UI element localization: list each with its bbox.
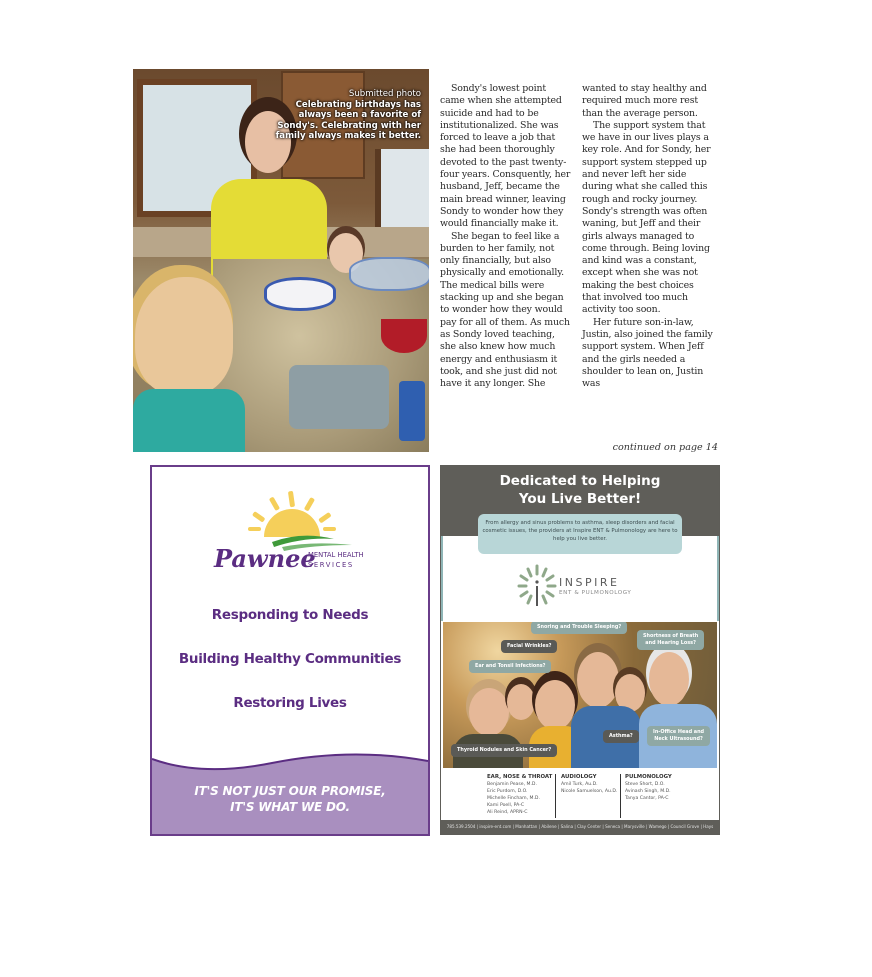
providers-heading: AUDIOLOGY: [561, 774, 597, 780]
article-column-1: [440, 83, 572, 390]
article-column-2: [582, 83, 714, 390]
provider-name: Amil Turk, Au.D.: [561, 782, 598, 787]
inspire-brand-name: INSPIRE: [559, 576, 620, 589]
teal-border-right: [717, 536, 719, 621]
provider-name: Benjamin Pease, M.D.: [487, 782, 537, 787]
paragraph: Sondy's lowest point came when she attempted suicide and had to be institutionalized. She was forced to leave a job that she had been thoroughly devoted to the past twenty-four years. Consquently, her husband, Jeff, became the main bread winner, leaving Sondy to wonder how they would financially make it.: [440, 83, 571, 230]
headline-line-2: You Live Better!: [518, 491, 642, 507]
promise-text: [152, 783, 428, 815]
bubble-thyroid: Thyroid Nodules and Skin Cancer?: [451, 744, 557, 757]
bubble-line: Shortness of Breath: [643, 633, 699, 639]
provider-name: Tanya Cantor, PA-C: [625, 796, 669, 801]
photo-credit: Submitted photo: [348, 89, 421, 99]
photo-grandfather: [649, 652, 689, 706]
photo-towel: [289, 365, 389, 429]
svg-text:SERVICES: SERVICES: [308, 561, 354, 569]
photo-child: [507, 684, 535, 720]
photo-girl-head: [135, 277, 233, 395]
photo-can: [399, 381, 425, 441]
divider: [555, 774, 556, 818]
inspire-intro: From allergy and sinus problems to asthma, sleep disorders and facial cosmetic issues, the providers at Inspire ENT & Pulmonology are here to help you live better.: [478, 514, 682, 554]
sun-icon: [248, 491, 336, 537]
caption-line: family always makes it better.: [275, 131, 421, 142]
providers-list: [441, 768, 719, 820]
provider-name: Avinash Singh, M.D.: [625, 789, 671, 794]
promise-line-2: IT'S WHAT WE DO.: [230, 800, 350, 814]
paragraph: wanted to stay healthy and required much more rest than the average person.: [582, 83, 707, 119]
providers-ent: [487, 774, 552, 816]
providers-heading: EAR, NOSE & THROAT: [487, 774, 553, 780]
providers-heading: PULMONOLOGY: [625, 774, 672, 780]
bubble-snoring: Snoring and Trouble Sleeping?: [531, 622, 627, 634]
teal-border-left: [441, 536, 443, 621]
tagline-building: Building Healthy Communities: [178, 651, 402, 667]
photo-girl-body: [133, 389, 245, 452]
bubble-ear: Ear and Tonsil Infections?: [469, 660, 551, 673]
pawnee-wordmark: Pawnee: [214, 544, 316, 573]
bubble-breath: [637, 630, 704, 650]
inspire-headline: [441, 472, 719, 508]
provider-name: Michelle Fincham, M.D.: [487, 796, 540, 801]
providers-pulmonology: [625, 774, 672, 802]
family-photo: [443, 622, 717, 768]
article-photo: [133, 69, 429, 452]
paragraph: The support system that we have in our lives plays a key role. And for Sondy, her support system stepped up and never left her side during what she called this rough and rocky journey. Sondy's strength was often waning, but Jeff and their girls always managed to come through. Being loving and kind was a constant, except when she was not making the best choices that involved too much activity too soon.: [582, 119, 711, 316]
promise-line-1: IT'S NOT JUST OUR PROMISE,: [194, 784, 386, 798]
caption-line: Celebrating birthdays has: [295, 99, 421, 110]
photo-mother: [535, 680, 575, 730]
photo-grandmother: [469, 688, 509, 736]
inspire-footer[interactable]: 785.539.2504 | inspire-ent.com | Manhattan | Abilene | Salina | Clay Center | Seneca | Marysville | Wamego | Council Grove | Hays: [441, 820, 719, 834]
headline-line-1: Dedicated to Helping: [499, 473, 661, 489]
provider-name: Eric Purdom, D.O.: [487, 789, 528, 794]
divider: [620, 774, 621, 818]
paragraph: Her future son-in-law, Justin, also joined the family support system. When Jeff and the girls needed a shoulder to lean on, Justin was: [582, 316, 713, 390]
pawnee-ad[interactable]: [150, 465, 430, 836]
bubble-line: In-Office Head and: [653, 729, 705, 735]
photo-caption: [276, 89, 421, 142]
caption-line: Sondy's. Celebrating with her: [277, 120, 421, 131]
continued-link[interactable]: continued on page 14: [612, 442, 718, 453]
inspire-logo: [517, 564, 657, 610]
photo-bowl: [349, 257, 429, 291]
inspire-ad[interactable]: [440, 465, 720, 835]
pawnee-logo: [212, 487, 372, 577]
inspire-brand-sub: ENT & PULMONOLOGY: [559, 590, 632, 596]
bubble-wrinkles: Facial Wrinkles?: [501, 640, 557, 653]
photo-cake: [264, 277, 336, 311]
bubble-line: and Hearing Loss?: [645, 640, 696, 646]
bubble-asthma: Asthma?: [603, 730, 639, 743]
photo-father: [577, 652, 619, 708]
inspire-burst-icon: [517, 564, 557, 608]
tagline-restoring: Restoring Lives: [233, 695, 347, 711]
svg-text:MENTAL HEALTH: MENTAL HEALTH: [308, 551, 364, 559]
photo-colander: [381, 319, 427, 353]
provider-name: Nicole Samuelson, Au.D.: [561, 789, 618, 794]
bubble-ultrasound: [647, 726, 710, 746]
provider-name: Steve Short, D.O.: [625, 782, 665, 787]
tagline-responding: Responding to Needs: [211, 607, 369, 623]
paragraph: She began to feel like a burden to her family, not only financially, but also physically and emotionally. The medical bills were stacking up and she began to wonder how they would pay for all of them. As much as Sondy loved teaching, she also knew how much energy and enthusiasm it took, and she just did not have it any longer. She: [440, 230, 570, 390]
provider-name: Ali Reind, APRN-C: [487, 810, 528, 815]
providers-audiology: [561, 774, 617, 795]
caption-line: always been a favorite of: [298, 110, 421, 121]
provider-name: Kami Poell, PA-C: [487, 803, 525, 808]
bubble-line: Neck Ultrasound?: [654, 736, 703, 742]
